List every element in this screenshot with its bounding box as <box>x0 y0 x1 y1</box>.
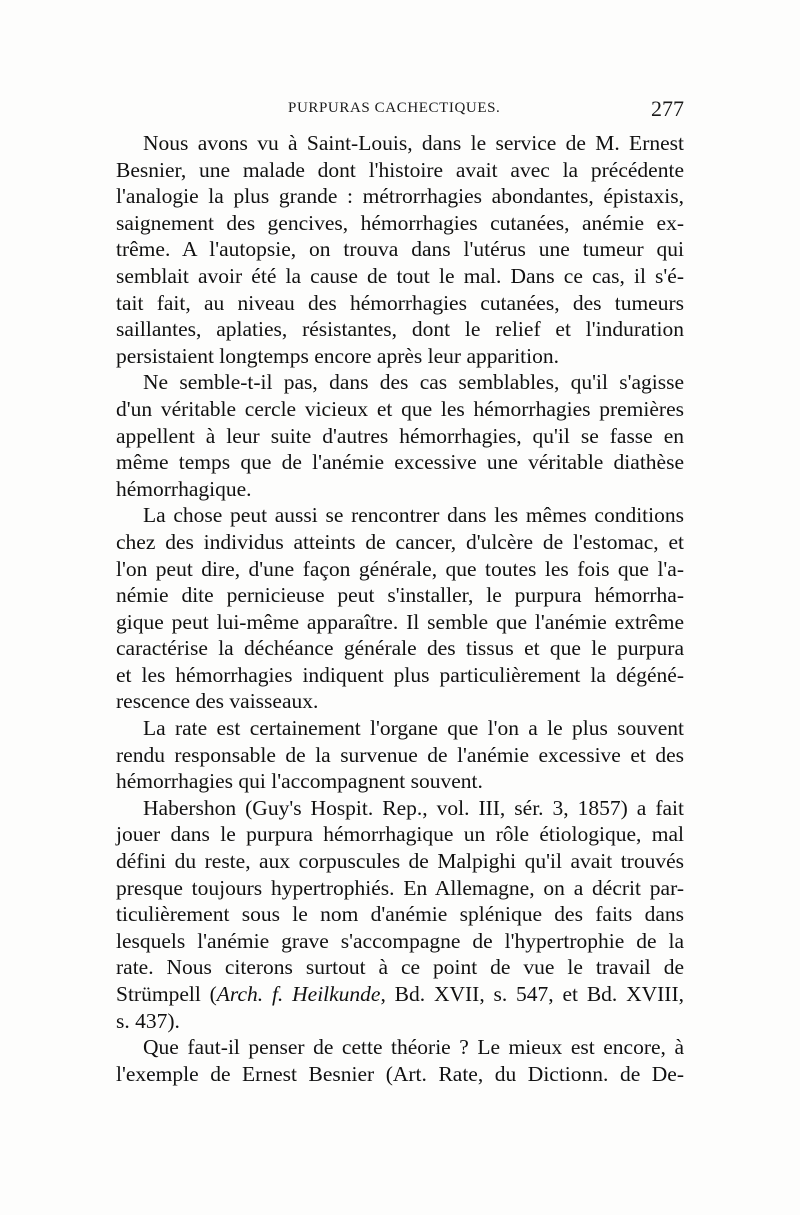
text-line: Que faut-il penser de cette théorie ? Le mieux est encore, à <box>143 1035 684 1060</box>
text-line: jouer dans le purpura hémorrhagique un rôle étiologique, mal <box>116 822 684 847</box>
text-line: caractérise la déchéance générale des tissus et que le purpura <box>116 636 684 661</box>
text-line: persistaient longtemps encore après leur apparition. <box>116 343 559 368</box>
text-line: et les hémorrhagies indiquent plus particulièrement la dégéné- <box>116 662 684 687</box>
text-line: La rate est certainement l'organe que l'on a le plus souvent <box>143 716 684 741</box>
citation-reference: , Bd. XVII, s. 547, et Bd. XVIII, <box>380 982 685 1006</box>
paragraph <box>116 369 684 502</box>
citation-journal: Arch. f. Heilkunde <box>216 982 381 1006</box>
text-line: saillantes, aplaties, résistantes, dont le relief et l'induration <box>116 317 684 342</box>
text-line: chez des individus atteints de cancer, d'ulcère de l'estomac, et <box>116 529 684 554</box>
text-line-citation <box>116 981 684 1008</box>
text-line: hémorrhagique. <box>116 476 252 501</box>
text-line: tait fait, au niveau des hémorrhagies cutanées, des tumeurs <box>116 290 684 315</box>
text-line: même temps que de l'anémie excessive une véritable diathèse <box>116 450 684 475</box>
text-line: appellent à leur suite d'autres hémorrhagies, qu'il se fasse en <box>116 423 684 448</box>
page-number: 277 <box>651 96 684 121</box>
text-line: La chose peut aussi se rencontrer dans les mêmes conditions <box>143 503 684 528</box>
text-line: semblait avoir été la cause de tout le mal. Dans ce cas, il s'é- <box>116 263 684 288</box>
text-line: trême. A l'autopsie, on trouva dans l'utérus une tumeur qui <box>116 237 684 262</box>
text-line: rate. Nous citerons surtout à ce point de vue le travail de <box>116 955 684 980</box>
paragraph <box>116 795 684 1034</box>
text-line: d'un véritable cercle vicieux et que les hémorrhagies premières <box>116 396 684 421</box>
text-line: l'on peut dire, d'une façon générale, que toutes les fois que l'a- <box>116 556 684 581</box>
text-line: l'analogie la plus grande : métrorrhagies abondantes, épistaxis, <box>116 184 684 209</box>
text-line: rescence des vaisseaux. <box>116 689 319 714</box>
text-line: gique peut lui-même apparaître. Il semble que l'anémie extrême <box>116 609 684 634</box>
text-line: s. 437). <box>116 1008 180 1033</box>
text-line: presque toujours hypertrophiés. En Allemagne, on a décrit par- <box>116 875 684 900</box>
text-line: Habershon (Guy's Hospit. Rep., vol. III, sér. 3, 1857) a fait <box>143 795 684 820</box>
text-body <box>116 130 684 1087</box>
text-line: Nous avons vu à Saint-Louis, dans le service de M. Ernest <box>143 131 684 155</box>
text-line: lesquels l'anémie grave s'accompagne de l'hypertrophie de la <box>116 928 684 953</box>
paragraph <box>116 502 684 715</box>
text-line: saignement des gencives, hémorrhagies cutanées, anémie ex- <box>116 210 684 235</box>
text-line: Besnier, une malade dont l'histoire avait avec la précédente <box>116 157 684 182</box>
citation-author: Strümpell ( <box>116 982 217 1006</box>
running-head: PURPURAS CACHECTIQUES. <box>288 100 501 116</box>
text-line: défini du reste, aux corpuscules de Malpighi qu'il avait trouvés <box>116 849 684 874</box>
text-line: ticulièrement sous le nom d'anémie splénique des faits dans <box>116 902 684 927</box>
paragraph <box>116 715 684 795</box>
text-line: Ne semble-t-il pas, dans des cas semblables, qu'il s'agisse <box>143 370 684 395</box>
page-header <box>116 96 684 124</box>
text-line: l'exemple de Ernest Besnier (Art. Rate, du Dictionn. de De- <box>116 1061 684 1086</box>
paragraph <box>116 1034 684 1087</box>
text-line: rendu responsable de la survenue de l'anémie excessive et des <box>116 742 684 767</box>
text-line: hémorrhagies qui l'accompagnent souvent. <box>116 769 483 794</box>
text-line: némie dite pernicieuse peut s'installer, le purpura hémorrha- <box>116 583 684 608</box>
paragraph <box>116 130 684 369</box>
